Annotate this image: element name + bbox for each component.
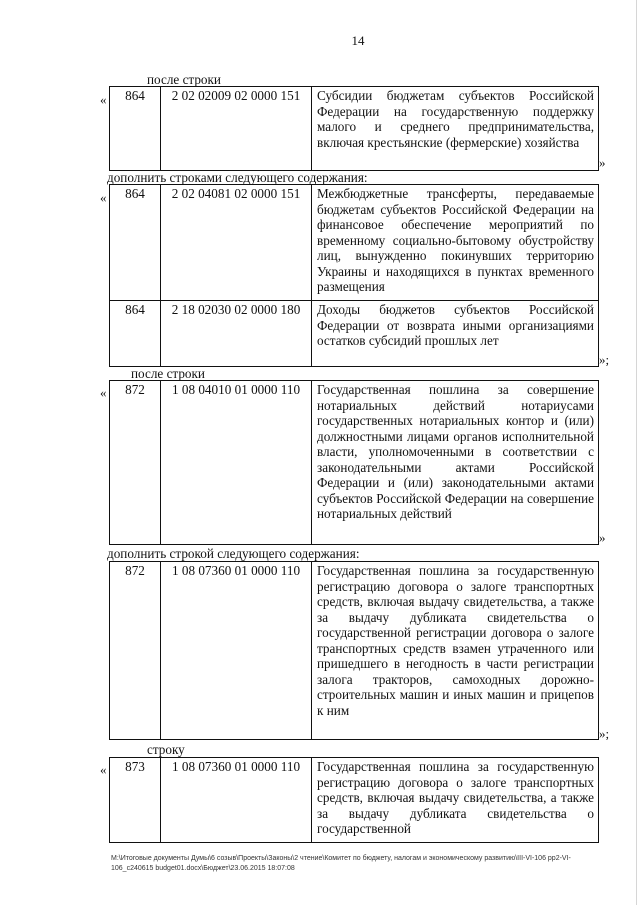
- description-cell: [312, 381, 599, 545]
- code-cell: 864: [110, 301, 161, 367]
- code-cell: 873: [110, 758, 161, 843]
- code-cell: 872: [110, 562, 161, 740]
- description-text: Государственная пошлина за государственную регистрацию договора о залоге транспортных средств, включая выдачу свидетельства, а также за выдачу дубликата свидетельства о государственной регистрации договора о залоге транспортных средств взамен утраченного или пришедшего в негодность в части регистрации залога тракторов, самоходных дорожно-строительных машин и иных машин и прицепов к ним: [317, 563, 594, 718]
- kbk-cell: 1 08 07360 01 0000 110: [161, 758, 312, 843]
- description-text: Государственная пошлина за государственную регистрацию договора о залоге транспортных средств, включая выдачу свидетельства, а также за выдачу дубликата свидетельства о государственной: [317, 759, 594, 836]
- kbk-cell: 2 02 02009 02 0000 151: [161, 87, 312, 171]
- table-block-2: [109, 184, 599, 367]
- description-cell: [312, 301, 599, 367]
- code-cell: 872: [110, 381, 161, 545]
- description-cell: [312, 562, 599, 740]
- kbk-cell: 2 02 04081 02 0000 151: [161, 185, 312, 301]
- open-quote: «: [100, 190, 107, 205]
- close-quote: »;: [599, 352, 610, 367]
- label-after-row: после строки: [131, 366, 205, 381]
- table-row: [110, 301, 599, 367]
- page-number: 14: [351, 33, 365, 48]
- code-cell: 864: [110, 87, 161, 171]
- description-text: Межбюджетные трансферты, передаваемые бюджетам субъектов Российской Федерации на финансовое обеспечение мероприятий по временному социально-бытовому обустройству лиц, вынужденно покинувших территорию Украины и находящихся в пунктах временного размещения: [317, 186, 594, 294]
- description-text: Доходы бюджетов субъектов Российской Федерации от возврата иными организациями остатков субсидий прошлых лет: [317, 302, 594, 348]
- table-block-5: [109, 757, 599, 843]
- table-row: [110, 562, 599, 740]
- table-row: [110, 87, 599, 171]
- label-add-rows: дополнить строками следующего содержания:: [107, 170, 368, 185]
- table-block-3: [109, 380, 599, 545]
- open-quote: «: [100, 762, 107, 777]
- table-row: [110, 758, 599, 843]
- table-block-1: [109, 86, 599, 171]
- close-quote: »: [599, 530, 606, 545]
- kbk-cell: 1 08 07360 01 0000 110: [161, 562, 312, 740]
- table-row: [110, 381, 599, 545]
- description-text: Субсидии бюджетам субъектов Российской Федерации на государственную поддержку малого и среднего предпринимательства, включая крестьянские (фермерские) хозяйства: [317, 88, 594, 150]
- description-cell: [312, 87, 599, 171]
- label-after-row: после строки: [147, 72, 221, 87]
- close-quote: »;: [599, 726, 610, 741]
- code-cell: 864: [110, 185, 161, 301]
- table-row: [110, 185, 599, 301]
- close-quote: »: [599, 155, 606, 170]
- open-quote: «: [100, 92, 107, 107]
- label-add-row: дополнить строкой следующего содержания:: [107, 546, 360, 561]
- kbk-cell: 2 18 02030 02 0000 180: [161, 301, 312, 367]
- open-quote: «: [100, 385, 107, 400]
- file-path-footer: М:\Итоговые документы Думы\6 созыв\Проекты\Законы\2 чтение\Комитет по бюджету, налогам и экономическому развитию\III-VI-106 рр2-VI-106_с240615 budget01.docx\Бюджет\23.06.2015 18:07:08: [111, 855, 571, 872]
- kbk-cell: 1 08 04010 01 0000 110: [161, 381, 312, 545]
- description-cell: [312, 758, 599, 843]
- label-row: строку: [147, 742, 185, 757]
- description-cell: [312, 185, 599, 301]
- table-block-4: [109, 561, 599, 740]
- description-text: Государственная пошлина за совершение нотариальных действий нотариусами государственных нотариальных контор и (или) должностными лицами органов исполнительной власти, уполномоченными в соответствии с законодательными актами Российской Федерации и (или) законодательными актами субъектов Российской Федерации на совершение нотариальных действий: [317, 382, 594, 521]
- page-edge: [636, 0, 637, 905]
